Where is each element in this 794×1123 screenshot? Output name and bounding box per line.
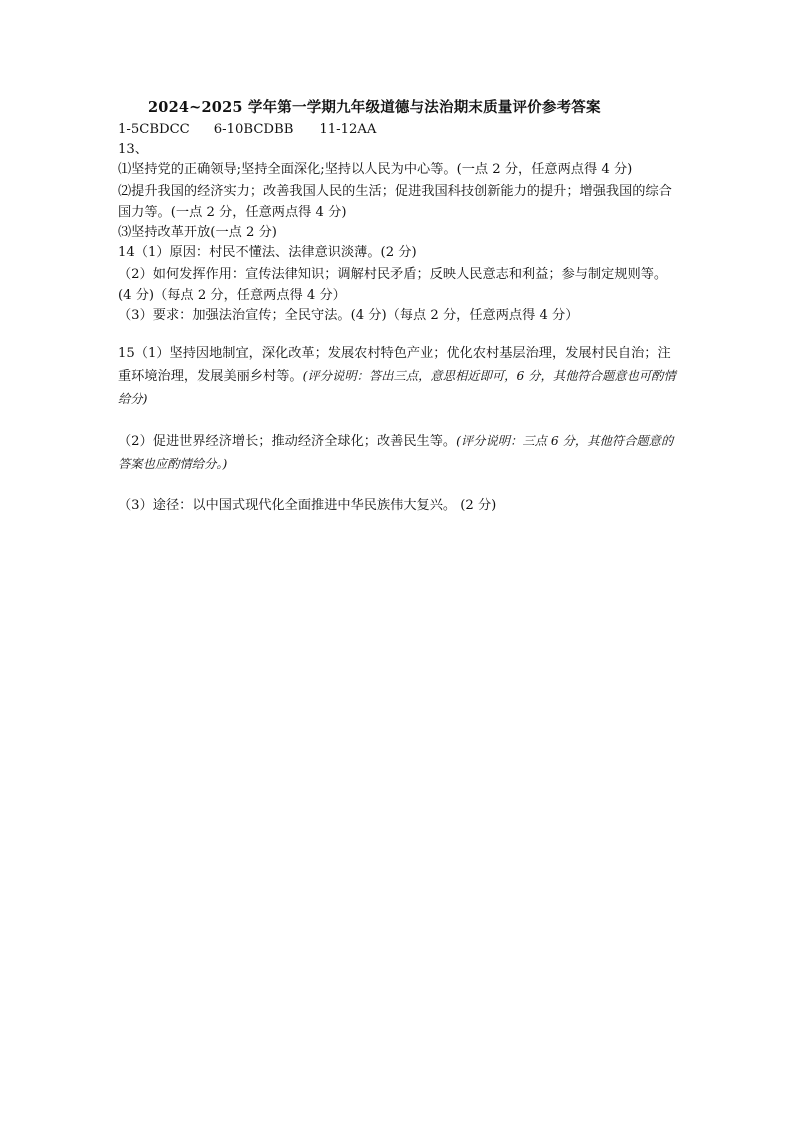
question-13-answer-2: ⑵提升我国的经济实力；改善我国人民的生活；促进我国科技创新能力的提升；增强我国的综合国力等。(一点 2 分，任意两点得 4 分) xyxy=(118,184,672,220)
question-14-answer-1: 14（1）原因：村民不懂法、法律意识淡薄。(2 分) xyxy=(118,245,417,260)
choice-answers-6-10: 6-10BCDBB xyxy=(213,122,294,137)
question-15-answer-1-text: 15（1）坚持因地制宜，深化改革；发展农村特色产业；优化农村基层治理，发展村民自治；注重环境治理，发展美丽乡村等。 xyxy=(118,346,671,384)
question-15-answer-2-text: （2）促进世界经济增长；推动经济全球化；改善民生等。 xyxy=(118,434,457,449)
question-15-answer-1-scoring-note: (评分说明：答出三点，意思相近即可，6 分，其他符合题意也可酌情给分) xyxy=(118,369,676,406)
choice-answers-1-5: 1-5CBDCC xyxy=(118,122,190,137)
question-15-answer-1 xyxy=(118,343,678,411)
question-15-answer-2-scoring-note: (评分说明：三点 6 分，其他符合题意的答案也应酌情给分。) xyxy=(118,434,674,471)
question-13-answer-1: ⑴坚持党的正确领导;坚持全面深化;坚持以人民为中心等。(一点 2 分，任意两点得 4 分) xyxy=(118,162,633,177)
question-15-answer-3: （3）途径：以中国式现代化全面推进中华民族伟大复兴。 (2 分) xyxy=(118,498,497,513)
question-15-answer-2 xyxy=(118,430,678,476)
question-14-answer-3: （3）要求：加强法治宣传；全民守法。(4 分)（每点 2 分，任意两点得 4 分） xyxy=(118,308,579,323)
question-13-number: 13、 xyxy=(118,142,148,157)
question-13-answer-3: ⑶坚持改革开放(一点 2 分) xyxy=(118,225,277,240)
question-14-answer-2: （2）如何发挥作用：宣传法律知识；调解村民矛盾；反映人民意志和利益；参与制定规则等。(4 分)（每点 2 分，任意两点得 4 分） xyxy=(118,267,668,303)
choice-answers xyxy=(118,120,376,140)
choice-answers-11-12: 11-12AA xyxy=(319,122,377,137)
document-title: 2024~2025 学年第一学期九年级道德与法治期末质量评价参考答案 xyxy=(148,99,601,116)
